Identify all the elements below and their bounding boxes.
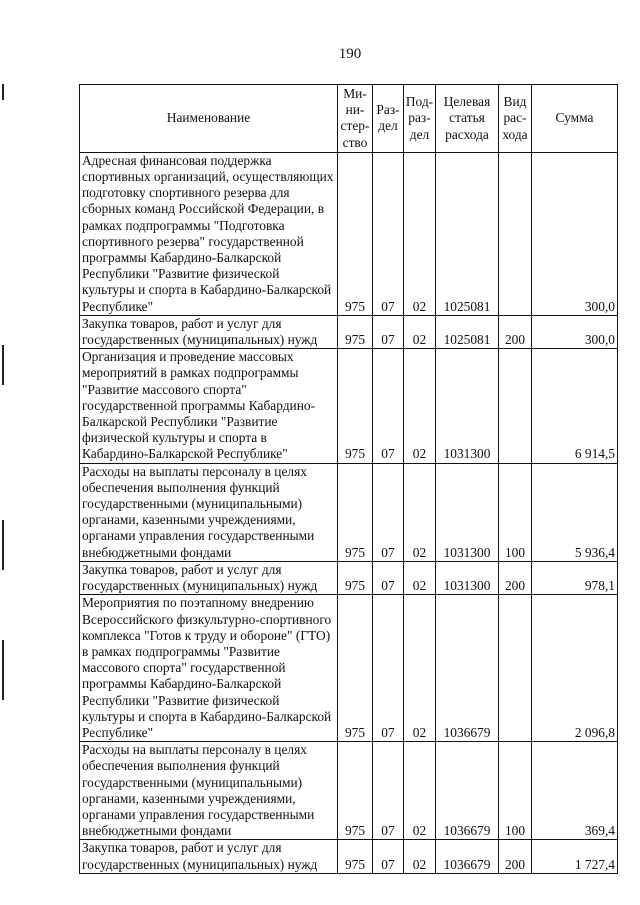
header-ministry: Ми- ни- стер- ство <box>338 85 373 153</box>
row-name: Мероприятия по поэтапному внедрению Всероссийского физкультурно-спортивного комплекса "Готов к труду и обороне" (ГТО) в рамках подпрограммы "Развитие массового спорта" государственной программы Кабардино-Балкарской Республики "Развитие физической культуры и спорта в Кабардино-Балкарской Республике" <box>80 595 338 742</box>
row-ministry: 975 <box>338 742 373 840</box>
row-subsection: 02 <box>404 463 436 561</box>
table-row <box>80 840 618 873</box>
row-section: 07 <box>373 152 404 315</box>
row-ministry: 975 <box>338 561 373 594</box>
table-row <box>80 349 618 463</box>
row-exp-type <box>499 152 532 315</box>
row-section: 07 <box>373 840 404 873</box>
row-name: Расходы на выплаты персоналу в целях обеспечения выполнения функций государственными (муниципальными) органами, казенными учреждениями, органами управления государственными внебюджетными фондами <box>80 463 338 561</box>
header-target: Целевая статья расхода <box>436 85 499 153</box>
budget-table <box>79 84 618 874</box>
scan-edge-mark <box>2 345 4 385</box>
row-target: 1036679 <box>436 742 499 840</box>
row-subsection: 02 <box>404 152 436 315</box>
row-section: 07 <box>373 561 404 594</box>
row-exp-type <box>499 595 532 742</box>
row-subsection: 02 <box>404 349 436 463</box>
row-target: 1031300 <box>436 463 499 561</box>
header-name: Наименование <box>80 85 338 153</box>
row-subsection: 02 <box>404 840 436 873</box>
row-ministry: 975 <box>338 349 373 463</box>
row-amount: 6 914,5 <box>532 349 618 463</box>
row-amount: 5 936,4 <box>532 463 618 561</box>
row-ministry: 975 <box>338 840 373 873</box>
row-ministry: 975 <box>338 152 373 315</box>
header-subsection: Под- раз- дел <box>404 85 436 153</box>
header-section: Раз- дел <box>373 85 404 153</box>
row-exp-type: 200 <box>499 561 532 594</box>
row-name: Организация и проведение массовых мероприятий в рамках подпрограммы "Развитие массового спорта" государственной программы Кабардино-Балкарской Республики "Развитие физической культуры и спорта в Кабардино-Балкарской Республике" <box>80 349 338 463</box>
row-name: Закупка товаров, работ и услуг для государственных (муниципальных) нужд <box>80 561 338 594</box>
row-exp-type: 100 <box>499 463 532 561</box>
table-row <box>80 152 618 315</box>
row-target: 1031300 <box>436 349 499 463</box>
row-name: Адресная финансовая поддержка спортивных организаций, осуществляющих подготовку спортивного резерва для сборных команд Российской Федерации, в рамках подпрограммы "Подготовка спортивного резерва" государственной программы Кабардино-Балкарской Республики "Развитие физической культуры и спорта в Кабардино-Балкарской Республике" <box>80 152 338 315</box>
row-ministry: 975 <box>338 463 373 561</box>
row-exp-type: 100 <box>499 742 532 840</box>
header-amount: Сумма <box>532 85 618 153</box>
row-amount: 978,1 <box>532 561 618 594</box>
table-header-row <box>80 85 618 153</box>
scan-edge-mark <box>2 520 4 570</box>
row-subsection: 02 <box>404 595 436 742</box>
row-name: Расходы на выплаты персоналу в целях обеспечения выполнения функций государственными (муниципальными) органами, казенными учреждениями, органами управления государственными внебюджетными фондами <box>80 742 338 840</box>
row-name: Закупка товаров, работ и услуг для государственных (муниципальных) нужд <box>80 315 338 348</box>
row-ministry: 975 <box>338 315 373 348</box>
scan-edge-mark <box>2 84 4 100</box>
header-exp-type: Вид рас- хода <box>499 85 532 153</box>
row-section: 07 <box>373 349 404 463</box>
row-section: 07 <box>373 315 404 348</box>
row-section: 07 <box>373 742 404 840</box>
row-name: Закупка товаров, работ и услуг для государственных (муниципальных) нужд <box>80 840 338 873</box>
row-target: 1031300 <box>436 561 499 594</box>
row-target: 1036679 <box>436 840 499 873</box>
row-amount: 1 727,4 <box>532 840 618 873</box>
row-amount: 300,0 <box>532 152 618 315</box>
row-ministry: 975 <box>338 595 373 742</box>
table-row <box>80 742 618 840</box>
table-row <box>80 315 618 348</box>
row-subsection: 02 <box>404 561 436 594</box>
row-section: 07 <box>373 463 404 561</box>
row-target: 1025081 <box>436 315 499 348</box>
row-exp-type: 200 <box>499 840 532 873</box>
row-exp-type <box>499 349 532 463</box>
row-target: 1036679 <box>436 595 499 742</box>
row-amount: 300,0 <box>532 315 618 348</box>
table-row <box>80 595 618 742</box>
row-amount: 369,4 <box>532 742 618 840</box>
scan-edge-mark <box>2 640 4 700</box>
table-row <box>80 561 618 594</box>
page-number: 190 <box>338 46 362 62</box>
row-subsection: 02 <box>404 315 436 348</box>
row-subsection: 02 <box>404 742 436 840</box>
row-section: 07 <box>373 595 404 742</box>
table-row <box>80 463 618 561</box>
row-exp-type: 200 <box>499 315 532 348</box>
row-target: 1025081 <box>436 152 499 315</box>
row-amount: 2 096,8 <box>532 595 618 742</box>
